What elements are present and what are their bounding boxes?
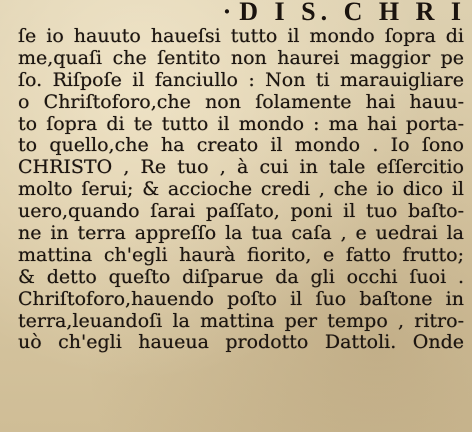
text-line-8: molto ſerui; & accioche credi , che io dico il <box>18 179 464 201</box>
text-line-5: to ſopra di te tutto il mondo : ma hai porta- <box>18 113 464 135</box>
text-line-4: o Chriſtoforo,che non ſolamente hai hauu- <box>18 91 464 113</box>
header-ornament: · <box>222 0 232 26</box>
running-head <box>223 0 466 26</box>
text-line-7: CHRISTO , Re tuo , à cui in tale eſſercitio <box>18 157 464 179</box>
text-line-2: me,quaſi che ſentito non haurei maggior pe <box>18 47 464 69</box>
running-head-title: D I S. C H R I <box>239 0 466 26</box>
text-line-11: mattina ch'egli haurà fiorito, e fatto frutto; <box>18 244 464 266</box>
text-line-15: uò ch'egli haueua prodotto Dattoli. Onde <box>18 332 464 354</box>
text-line-9: uero,quando ſarai paſſato, poni il tuo baſto- <box>18 201 464 223</box>
text-line-12: & detto queſto diſparue da gli occhi ſuoi . <box>18 266 464 288</box>
text-line-14: terra,leuandoſi la mattina per tempo , ritro- <box>18 310 464 332</box>
text-line-1: ſe io hauuto haueſsi tutto il mondo ſopra di <box>18 26 464 47</box>
text-line-13: Chriſtoforo,hauendo poſto il ſuo baſtone in <box>18 288 464 310</box>
text-line-3: ſo. Riſpoſe il fanciullo : Non ti marauigliare <box>18 69 464 91</box>
body-text <box>18 26 464 354</box>
text-line-10: ne in terra appreſſo la tua caſa , e uedrai la <box>18 223 464 245</box>
text-line-6: to quello,che ha creato il mondo . Io ſono <box>18 135 464 157</box>
